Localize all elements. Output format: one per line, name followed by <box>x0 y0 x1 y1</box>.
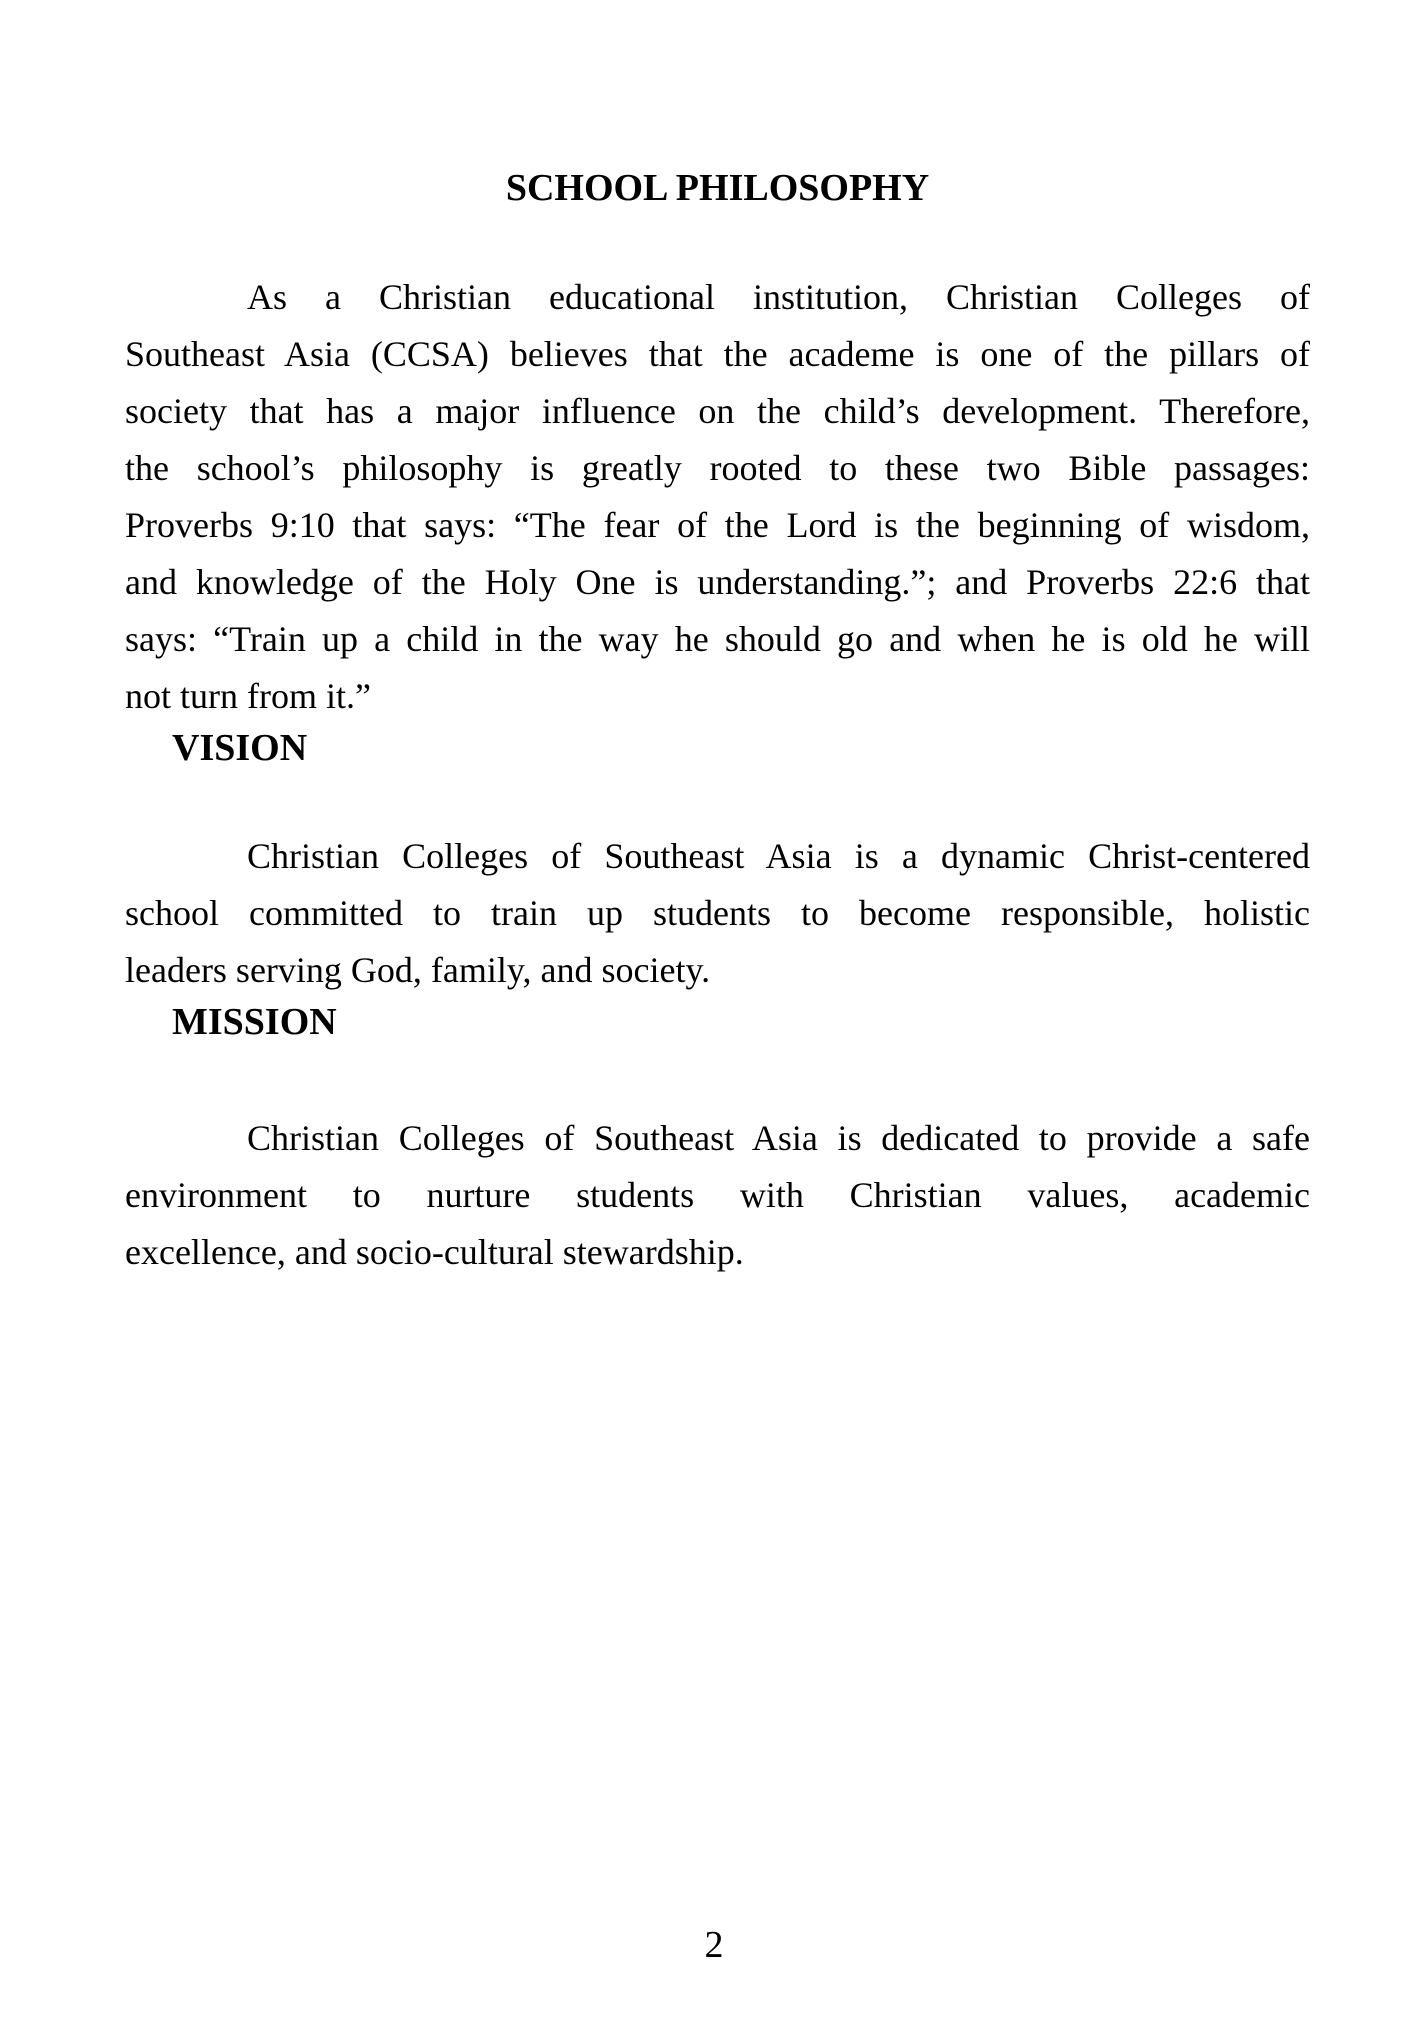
paragraph-line: environment to nurture students with Christian values, academic <box>125 1175 1310 1215</box>
paragraph-line: not turn from it.” <box>125 676 371 716</box>
page-title: SCHOOL PHILOSOPHY <box>505 167 930 209</box>
paragraph-line: and knowledge of the Holy One is understanding.”; and Proverbs 22:6 that <box>125 562 1310 602</box>
paragraph-line: excellence, and socio-cultural stewardship. <box>125 1232 744 1272</box>
paragraph-line: Southeast Asia (CCSA) believes that the academe is one of the pillars of <box>125 334 1310 374</box>
philosophy-section <box>125 269 1310 725</box>
paragraph-line: Proverbs 9:10 that says: “The fear of the Lord is the beginning of wisdom, <box>125 505 1310 545</box>
vision-section <box>125 725 1310 999</box>
vision-paragraph <box>125 828 1310 999</box>
paragraph-line: Christian Colleges of Southeast Asia is a dynamic Christ-centered <box>247 836 1310 876</box>
paragraph-line: school committed to train up students to become responsible, holistic <box>125 893 1310 933</box>
mission-paragraph <box>125 1110 1310 1281</box>
paragraph-line: leaders serving God, family, and society. <box>125 950 711 990</box>
paragraph-line: Christian Colleges of Southeast Asia is dedicated to provide a safe <box>247 1118 1310 1158</box>
vision-heading: VISION <box>172 727 308 769</box>
paragraph-line: society that has a major influence on the child’s development. Therefore, <box>125 391 1310 431</box>
page-number: 2 <box>704 1924 724 1966</box>
paragraph-line: the school’s philosophy is greatly rooted to these two Bible passages: <box>125 448 1310 488</box>
mission-section <box>125 999 1310 1281</box>
philosophy-paragraph <box>125 269 1310 725</box>
mission-heading: MISSION <box>172 1001 337 1043</box>
paragraph-line: says: “Train up a child in the way he should go and when he is old he will <box>125 619 1310 659</box>
paragraph-line: As a Christian educational institution, Christian Colleges of <box>247 277 1310 317</box>
